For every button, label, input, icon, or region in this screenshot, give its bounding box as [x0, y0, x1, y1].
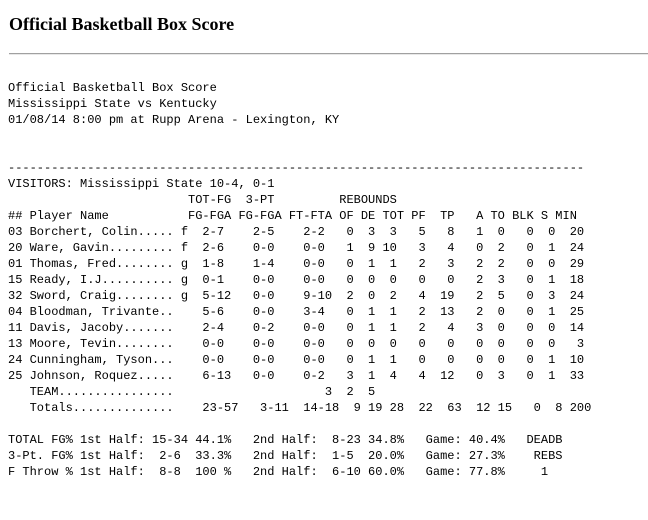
player-row: 25 Johnson, Roquez..... 6-13 0-0 0-2 3 1 4 4 12 0 3 0 1 33: [8, 369, 585, 383]
matchup-line: Mississippi State vs Kentucky: [8, 97, 217, 111]
dashed-separator: --------------------------------------------------------------------------------: [8, 161, 585, 175]
player-row: 20 Ware, Gavin......... f 2-6 0-0 0-0 1 9 10 3 4 0 2 0 1 24: [8, 241, 585, 255]
player-row: 01 Thomas, Fred........ g 1-8 1-4 0-0 0 1 1 2 3 2 2 0 0 29: [8, 257, 585, 271]
column-header: ## Player Name FG-FGA FG-FGA FT-FTA OF DE TOT PF TP A TO BLK S MIN: [8, 209, 577, 223]
report-title: Official Basketball Box Score: [8, 81, 217, 95]
visitors-heading: VISITORS: Mississippi State 10-4, 0-1: [8, 177, 275, 191]
box-score-report: [8, 80, 648, 480]
player-row: 04 Bloodman, Trivante.. 5-6 0-0 3-4 0 1 1 2 13 2 0 0 1 25: [8, 305, 585, 319]
blank-line: [8, 416, 648, 432]
page-title: Official Basketball Box Score: [9, 14, 235, 34]
column-group-header: TOT-FG 3-PT REBOUNDS: [8, 193, 397, 207]
player-row: 11 Davis, Jacoby....... 2-4 0-2 0-0 0 1 1 2 4 3 0 0 0 14: [8, 321, 585, 335]
shooting-row-3pt-fg: 3-Pt. FG% 1st Half: 2-6 33.3% 2nd Half: 1-5 20.0% Game: 27.3% REBS: [8, 449, 563, 463]
shooting-row-free-throw: F Throw % 1st Half: 8-8 100 % 2nd Half: 6-10 60.0% Game: 77.8% 1: [8, 465, 549, 479]
team-row: TEAM................ 3 2 5: [8, 385, 376, 399]
blank-line: [8, 128, 648, 144]
blank-line: [8, 144, 648, 160]
totals-row: Totals.............. 23-57 3-11 14-18 9 19 28 22 63 12 15 0 8 200: [8, 401, 592, 415]
date-location-line: 01/08/14 8:00 pm at Rupp Arena - Lexington, KY: [8, 113, 340, 127]
player-row: 15 Ready, I.J.......... g 0-1 0-0 0-0 0 0 0 0 0 2 3 0 1 18: [8, 273, 585, 287]
player-row: 03 Borchert, Colin..... f 2-7 2-5 2-2 0 3 3 5 8 1 0 0 0 20: [8, 225, 585, 239]
shooting-row-total-fg: TOTAL FG% 1st Half: 15-34 44.1% 2nd Half: 8-23 34.8% Game: 40.4% DEADB: [8, 433, 563, 447]
horizontal-rule: [9, 53, 648, 55]
player-row: 32 Sword, Craig........ g 5-12 0-0 9-10 2 0 2 4 19 2 5 0 3 24: [8, 289, 585, 303]
player-row: 24 Cunningham, Tyson... 0-0 0-0 0-0 0 1 1 0 0 0 0 0 1 10: [8, 353, 585, 367]
player-row: 13 Moore, Tevin........ 0-0 0-0 0-0 0 0 0 0 0 0 0 0 0 3: [8, 337, 585, 351]
